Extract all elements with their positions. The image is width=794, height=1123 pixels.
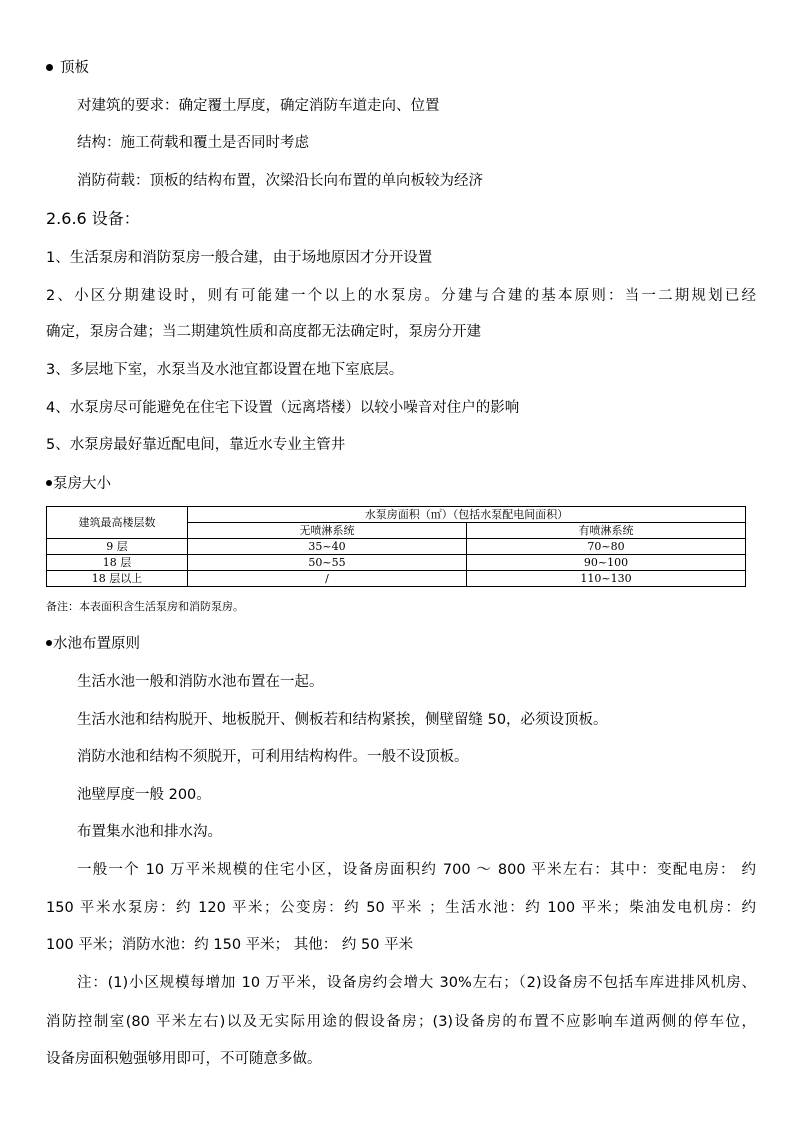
section-title-pool: 水池布置原则 <box>53 636 140 652</box>
table-cell: 18 层 <box>47 555 188 571</box>
equipment-item-5: 5、水泵房最好靠近配电间，靠近水专业主管井 <box>46 437 346 453</box>
bullet-icon <box>46 640 52 646</box>
pool-paragraph-2-line-2: 消防控制室(80 平米左右)以及无实际用途的假设备房；(3)设备房的布置不应影响车道两侧的停车位， <box>46 1014 756 1030</box>
table-subheader-sprinkler: 有喷淋系统 <box>467 523 746 539</box>
equipment-item-1: 1、生活泵房和消防泵房一般合建，由于场地原因才分开设置 <box>46 250 433 266</box>
section-title-roof: 顶板 <box>60 60 89 76</box>
bullet-icon <box>46 64 53 71</box>
pool-paragraph-2-line-1: 注：(1)小区规模每增加 10 万平米，设备房约会增大 30%左右；（2)设备房不包括车库进排风机房、 <box>77 975 756 991</box>
pool-paragraph-2-line-3: 设备房面积勉强够用即可，不可随意多做。 <box>46 1051 322 1067</box>
table-header-floors: 建筑最高楼层数 <box>47 507 188 539</box>
table-cell: 9 层 <box>47 539 188 555</box>
equipment-heading: 2.6.6 设备： <box>46 209 140 228</box>
pool-item-4: 池壁厚度一般 200。 <box>77 787 211 803</box>
table-row <box>47 571 746 587</box>
section-title-pump-size: 泵房大小 <box>53 476 111 492</box>
pool-paragraph-1-line-3: 100 平米；消防水池：约 150 平米； 其他： 约 50 平米 <box>46 937 414 953</box>
equipment-item-2: 2、小区分期建设时，则有可能建一个以上的水泵房。分建与合建的基本原则：当一二期规划已经 <box>46 288 756 304</box>
table-header-row <box>47 507 746 523</box>
equipment-item-2-cont: 确定，泵房合建；当二期建筑性质和高度都无法确定时，泵房分开建 <box>46 324 481 340</box>
roof-item-2: 结构：施工荷载和覆土是否同时考虑 <box>77 135 309 151</box>
table-cell: 35~40 <box>188 539 467 555</box>
table-row <box>47 539 746 555</box>
roof-item-1: 对建筑的要求：确定覆土厚度，确定消防车道走向、位置 <box>77 98 440 114</box>
table-cell: 18 层以上 <box>47 571 188 587</box>
table-header-area: 水泵房面积（㎡）（包括水泵配电间面积） <box>188 507 746 523</box>
pool-item-5: 布置集水池和排水沟。 <box>77 824 222 840</box>
table-cell: / <box>188 571 467 587</box>
pool-item-2: 生活水池和结构脱开、地板脱开、侧板若和结构紧挨，侧壁留缝 50，必须设顶板。 <box>77 712 608 728</box>
table-subheader-no-sprinkler: 无喷淋系统 <box>188 523 467 539</box>
table-row <box>47 555 746 571</box>
bullet-icon <box>46 480 52 486</box>
pool-item-1: 生活水池一般和消防水池布置在一起。 <box>77 674 324 690</box>
equipment-item-4: 4、水泵房尽可能避免在住宅下设置（远离塔楼）以较小噪音对住户的影响 <box>46 400 520 416</box>
pool-item-3: 消防水池和结构不须脱开，可利用结构构件。一般不设顶板。 <box>77 749 469 765</box>
table-cell: 90~100 <box>467 555 746 571</box>
pump-room-size-table <box>46 506 746 587</box>
table-cell: 70~80 <box>467 539 746 555</box>
pool-paragraph-1-line-2: 150 平米水泵房：约 120 平米；公变房：约 50 平米 ；生活水池：约 100 平米；柴油发电机房：约 <box>46 900 756 916</box>
table-cell: 110~130 <box>467 571 746 587</box>
roof-item-3: 消防荷载：顶板的结构布置，次梁沿长向布置的单向板较为经济 <box>77 173 483 189</box>
table-note: 备注：本表面积含生活泵房和消防泵房。 <box>46 600 244 613</box>
equipment-item-3: 3、多层地下室，水泵当及水池宜都设置在地下室底层。 <box>46 362 404 378</box>
table-cell: 50~55 <box>188 555 467 571</box>
pool-paragraph-1-line-1: 一般一个 10 万平米规模的住宅小区，设备房面积约 700 ～ 800 平米左右：其中：变配电房： 约 <box>77 862 756 878</box>
